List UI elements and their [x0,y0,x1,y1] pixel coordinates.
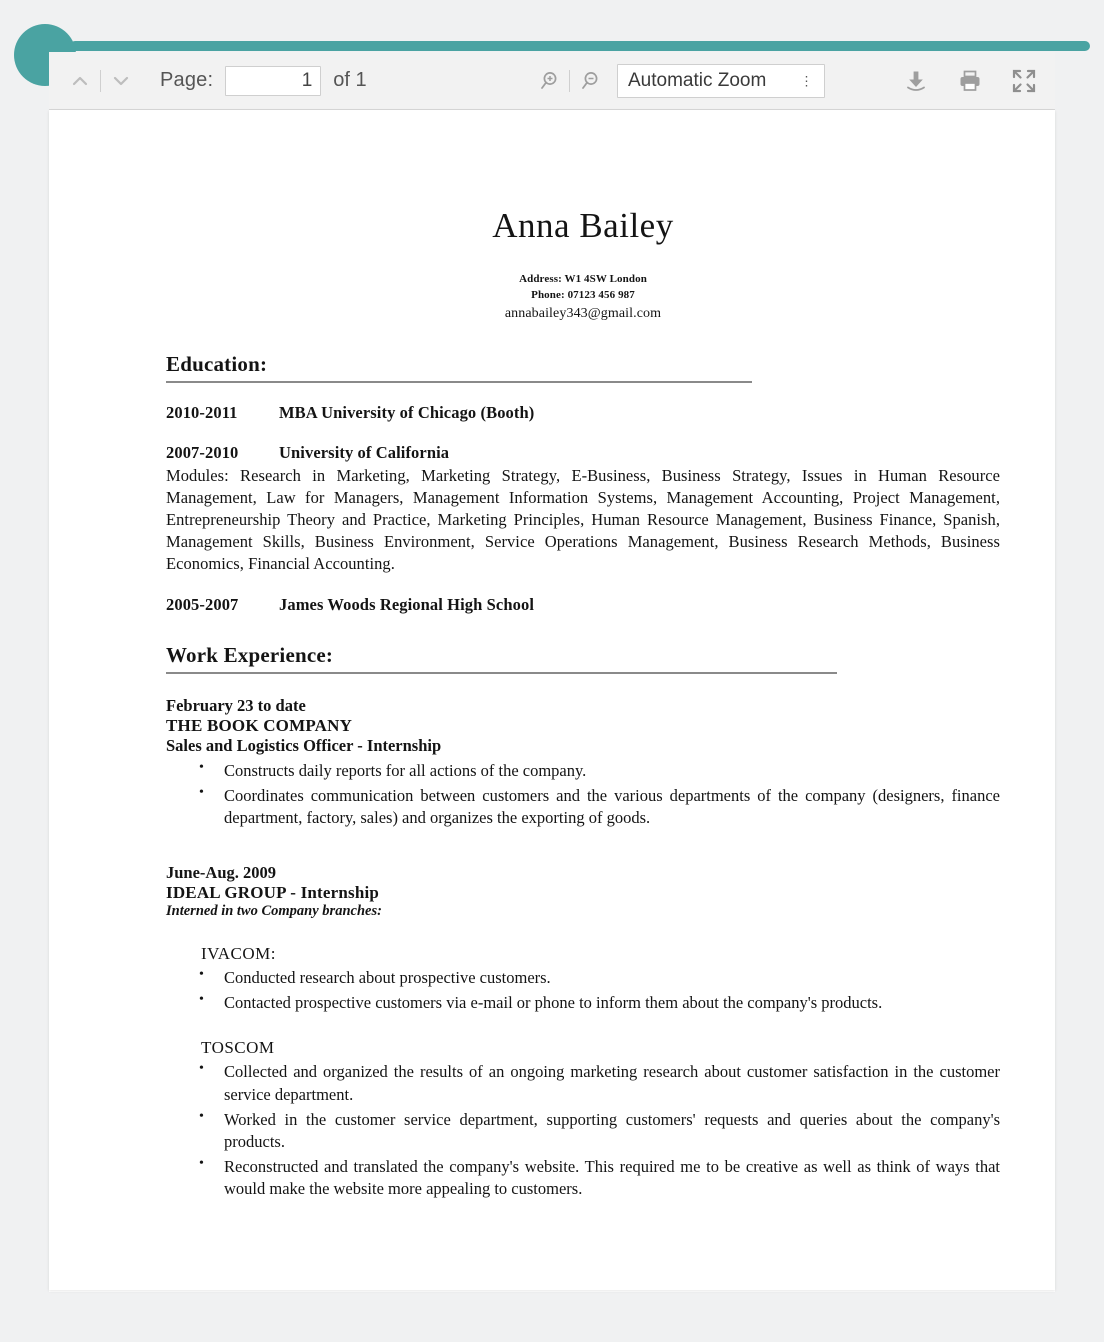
job-date: June-Aug. 2009 [166,863,277,883]
document-actions-group [879,64,1041,98]
list-item: • Contacted prospective customers via e-mail or phone to inform them about the company's products. [166,992,1000,1014]
education-years: 2007-2010 [166,443,239,463]
chevron-up-icon [69,70,91,92]
education-modules: Modules: Research in Marketing, Marketing Strategy, E-Business, Business Strategy, Issues in Human Resource Management, Law for Managers, Management Information Systems, Management Accounting, Project Management, Entrepreneurship Theory and Practice, Marketing Principles, Human Resource Management, Business Finance, Spanish, Management Skills, Business Environment, Service Operations Management, Business Research Methods, Business Economics, Financial Accounting. [166,466,1000,573]
job-date: February 23 to date [166,695,306,715]
education-section [166,352,1000,615]
resume-name: Anna Bailey [492,206,674,245]
job-note: Interned in two Company branches: [166,903,382,920]
chevron-down-icon [110,70,132,92]
work-experience-title: Work Experience: [166,642,334,667]
job-bullets [166,760,1000,829]
download-button[interactable] [899,64,933,98]
fullscreen-icon [1011,68,1037,94]
print-button[interactable] [953,64,987,98]
contact-email: annabailey343@gmail.com [504,305,662,321]
branch-bullets [166,967,1000,1014]
education-rule [166,381,752,383]
job-company: IDEAL GROUP - Internship [166,883,380,903]
document-page[interactable] [49,110,1055,1290]
zoom-select-wrapper [617,64,825,98]
list-item: • Worked in the customer service department, supporting customers' requests and queries about the company's products. [166,1109,1000,1153]
list-item: • Reconstructed and translated the company's website. This required me to be creative as well as think of ways that would make the website more appealing to customers. [166,1156,1000,1200]
job-company: THE BOOK COMPANY [166,715,353,735]
zoom-in-icon [537,69,561,93]
zoom-out-button[interactable] [573,64,607,98]
zoom-controls-group [532,64,825,98]
list-item: • Conducted research about prospective customers. [166,967,1000,989]
education-entry [166,403,1000,423]
page-navigation-group [63,64,367,98]
education-school: MBA University of Chicago (Booth) [279,403,535,423]
job-entry [166,696,1000,829]
page-number-input[interactable] [225,66,321,96]
list-item: • Coordinates communication between customers and the various departments of the company (designers, finance department, factory, sales) and organizes the exporting of goods. [166,785,1000,829]
download-icon [903,68,929,94]
toolbar-divider [569,70,570,92]
contact-address: Address: W1 4SW London [519,273,647,285]
job-entry [166,863,1000,1200]
job-role: Sales and Logistics Officer - Internship [166,735,442,755]
page-label: Page: [160,69,214,91]
zoom-level-select[interactable] [617,64,825,98]
education-entry [166,595,1000,615]
page-count-label: of 1 [333,69,367,91]
education-entry [166,443,1000,463]
next-page-button[interactable] [104,64,138,98]
branch-name: IVACOM: [201,944,276,964]
education-years: 2005-2007 [166,594,239,614]
contact-phone: Phone: 07123 456 987 [531,288,635,301]
education-title: Education: [166,352,268,377]
list-item: • Constructs daily reports for all actions of the company. [166,760,1000,782]
zoom-in-button[interactable] [532,64,566,98]
resume-content [49,110,1055,1200]
previous-page-button[interactable] [63,64,97,98]
work-experience-rule [166,672,837,674]
zoom-out-icon [578,69,602,93]
branch-entry [166,1038,1000,1200]
select-updown-icon: ⋮ [800,73,813,88]
toolbar-divider [100,70,101,92]
branch-name: TOSCOM [201,1038,275,1058]
fullscreen-button[interactable] [1007,64,1041,98]
pdf-toolbar [49,52,1055,110]
accent-bar [70,41,1090,51]
work-experience-section [166,643,1000,1200]
list-item: • Collected and organized the results of an ongoing marketing research about customer satisfaction in the customer service department. [166,1061,1000,1105]
education-school: James Woods Regional High School [279,594,535,614]
education-school: University of California [279,443,450,463]
education-years: 2010-2011 [166,403,238,423]
branch-bullets [166,1061,1000,1200]
branch-entry [166,944,1000,1014]
print-icon [957,68,983,94]
